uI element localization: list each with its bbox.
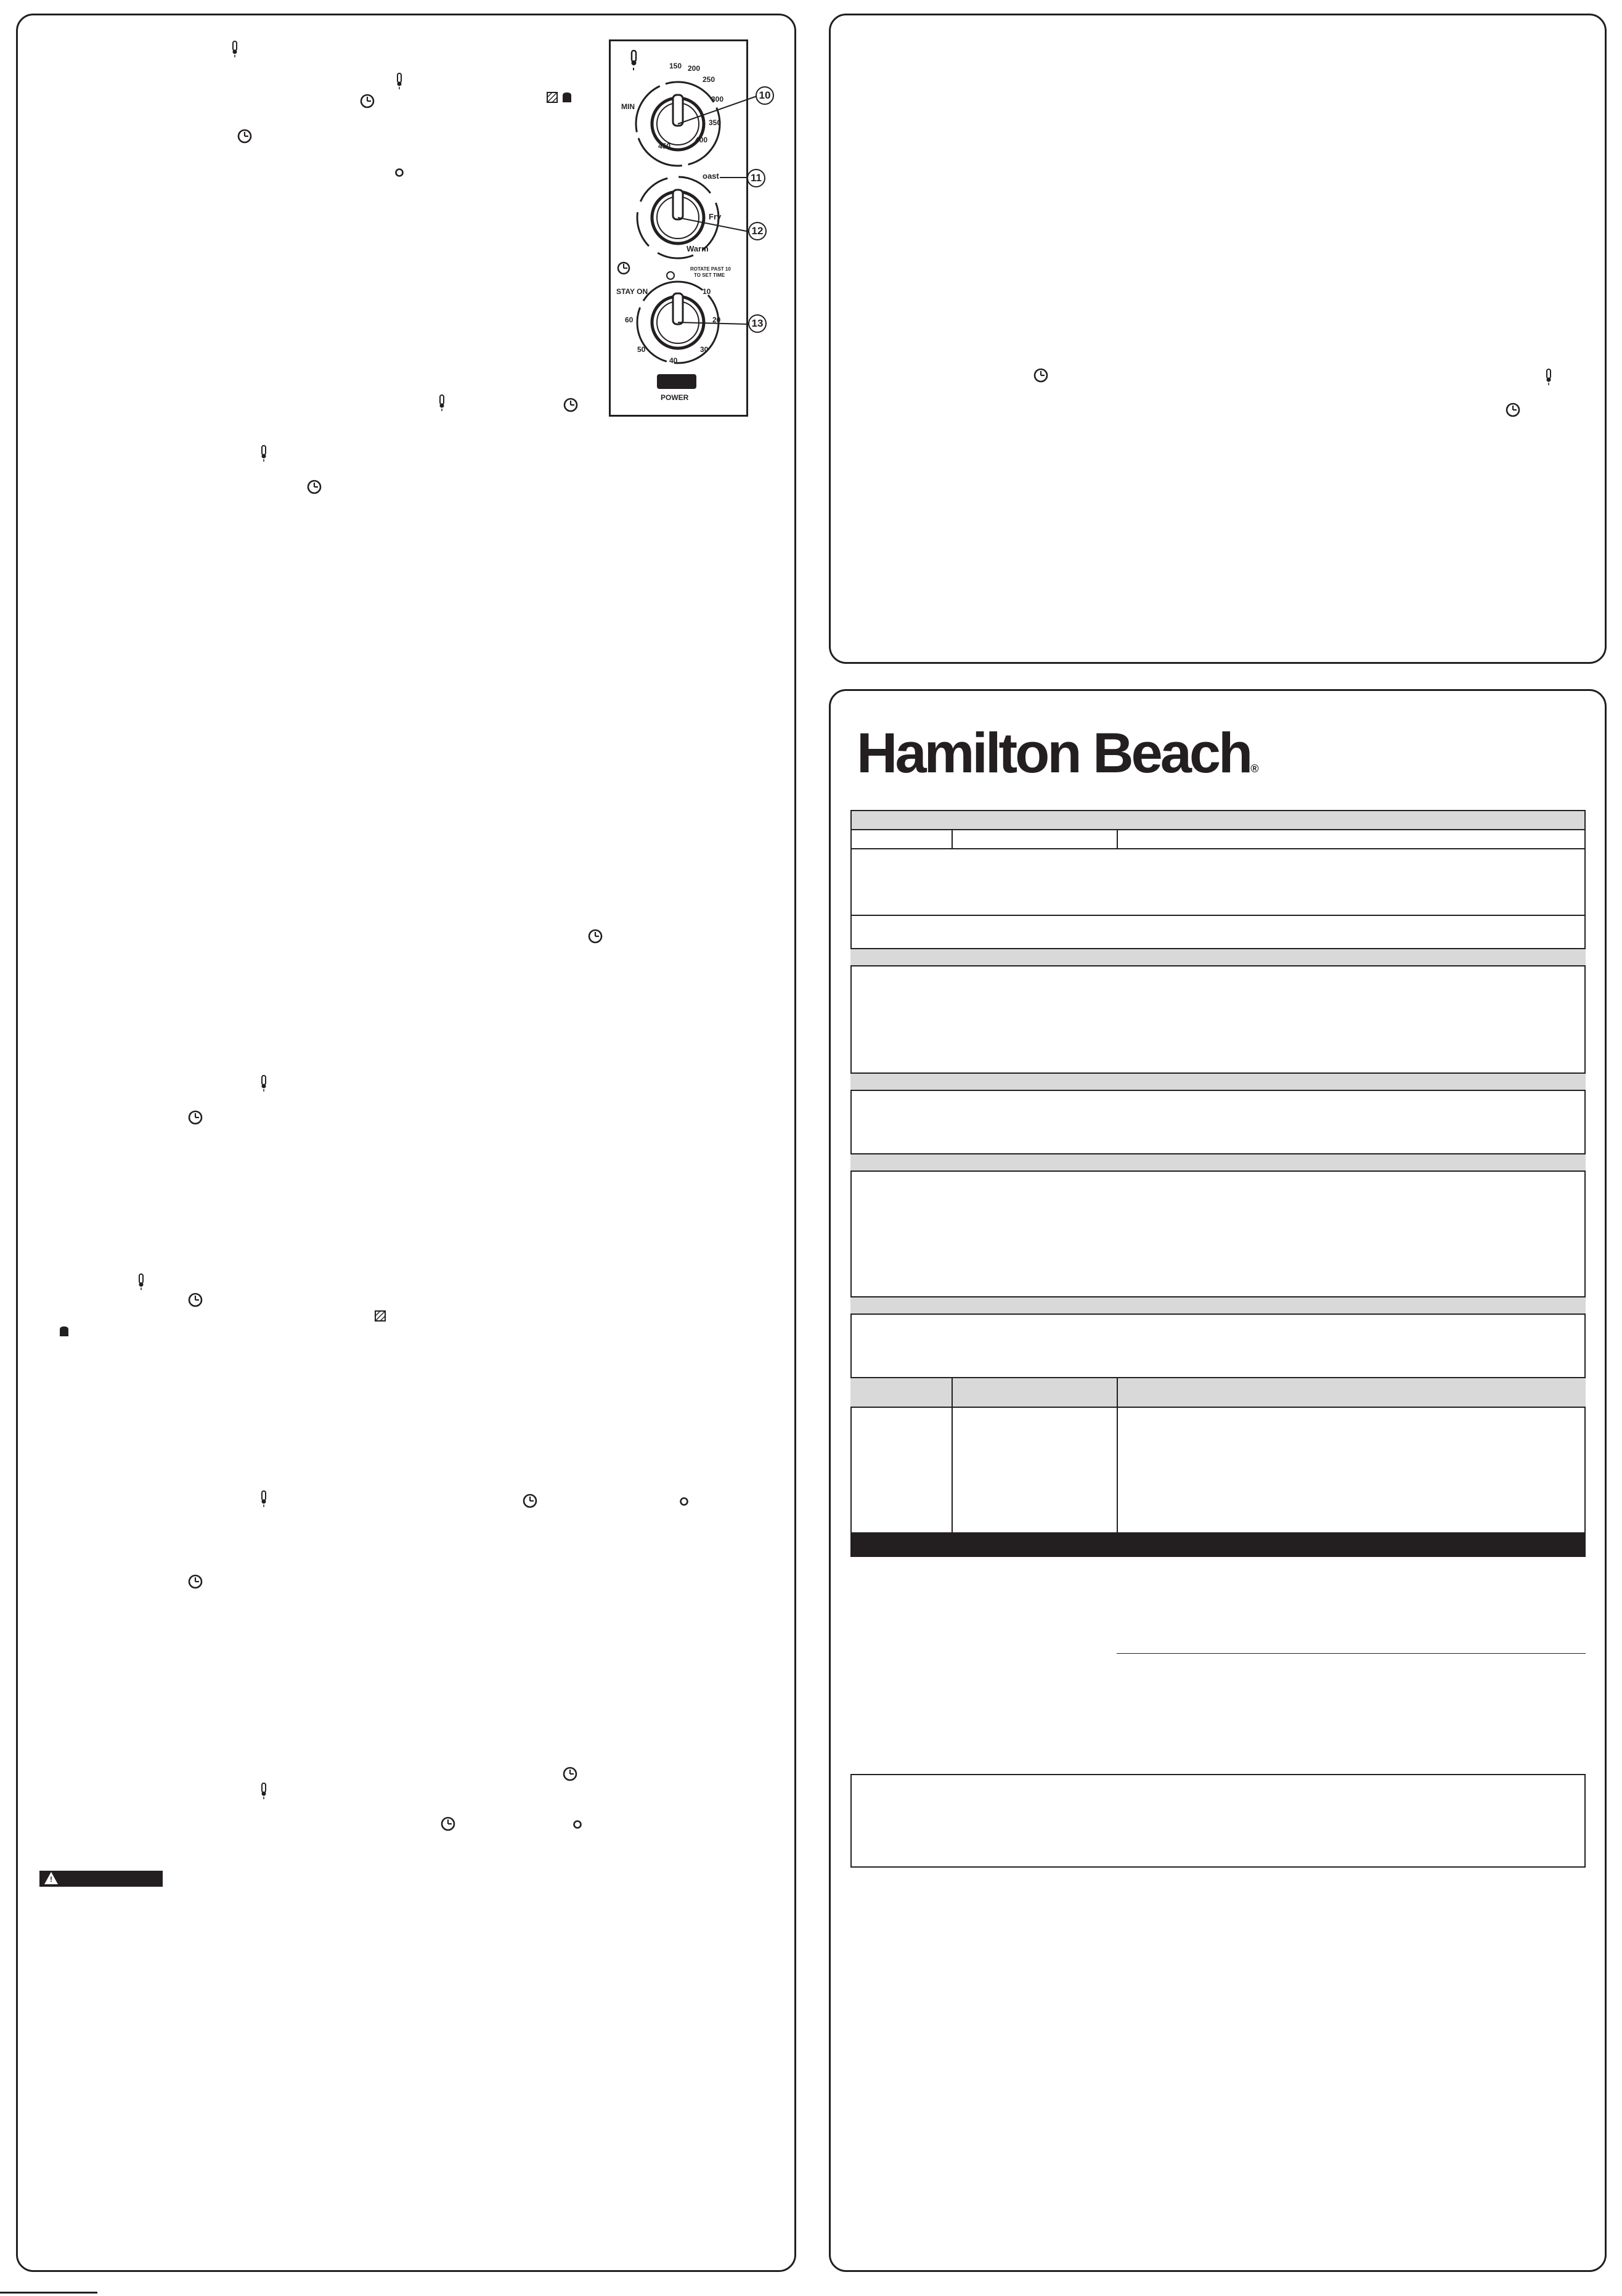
off-circle-icon [573, 1820, 582, 1829]
table-column-divider [1117, 1377, 1118, 1534]
bake-icon [546, 91, 558, 104]
dial3-rotate-label-2: TO SET TIME [694, 272, 725, 278]
callout-13: 13 [748, 314, 767, 333]
dial1-temp-450: 450 [658, 142, 671, 150]
dial3-min-60: 60 [625, 316, 634, 324]
thermometer-icon [438, 394, 446, 412]
table-column-divider [1584, 810, 1586, 1557]
timer-icon [359, 93, 375, 109]
table-section-band [850, 1377, 1586, 1408]
off-circle-icon [394, 168, 404, 178]
off-circle-icon [679, 1497, 689, 1506]
table-section-band [850, 1296, 1586, 1315]
timer-icon [1505, 402, 1521, 418]
thermometer-icon [632, 51, 637, 70]
dial1-min-label: MIN [621, 102, 635, 111]
table-section-band [850, 948, 1586, 966]
power-button[interactable] [657, 374, 696, 389]
signature-line [1117, 1653, 1586, 1654]
table-column-divider [1117, 829, 1118, 848]
hamilton-beach-logo: Hamilton Beach® [857, 722, 1259, 785]
table-section-band [850, 1072, 1586, 1091]
thermometer-icon [259, 1783, 268, 1800]
dial2-label-oast: oast [703, 171, 719, 181]
dial1-temp-300: 300 [711, 95, 724, 104]
dial3-min-40: 40 [669, 356, 678, 365]
toast-icon [58, 1325, 70, 1338]
table-line [850, 848, 1586, 849]
callout-12: 12 [748, 222, 767, 240]
callout-10: 10 [756, 86, 774, 105]
dial3-stay-on-label: STAY ON [616, 287, 648, 296]
table-column-divider [952, 829, 953, 848]
dial3-rotate-label-1: ROTATE PAST 10 [690, 266, 731, 272]
warning-label [39, 1871, 163, 1887]
timer-icon [237, 128, 253, 144]
thermometer-icon [259, 445, 268, 462]
dial3-min-10: 10 [703, 287, 711, 296]
table-line [850, 829, 1586, 830]
callout-11: 11 [747, 169, 765, 187]
footer-rule [0, 2292, 97, 2294]
dial1-temp-200: 200 [688, 64, 701, 73]
dial2-label-warm: Warm [687, 244, 709, 253]
table-footer-band [850, 1532, 1586, 1557]
table-column-divider [952, 1377, 953, 1534]
dial1-temp-250: 250 [703, 75, 715, 84]
dial3-min-30: 30 [700, 345, 709, 354]
toast-icon [561, 91, 573, 104]
thermometer-icon [1544, 369, 1553, 386]
warning-icon: ! [50, 1875, 52, 1884]
right-bottom-panel [829, 689, 1607, 2272]
timer-icon [187, 1574, 203, 1590]
right-top-panel [829, 14, 1607, 664]
timer-icon [306, 479, 322, 495]
timer-icon [187, 1292, 203, 1308]
bake-icon [374, 1310, 386, 1322]
timer-icon [187, 1109, 203, 1126]
timer-icon [563, 397, 579, 413]
temperature-dial[interactable] [636, 82, 757, 166]
thermometer-icon [259, 1075, 268, 1092]
dial3-min-50: 50 [637, 345, 646, 354]
thermometer-icon [137, 1273, 145, 1291]
table-header-band [850, 810, 1586, 830]
timer-icon [522, 1493, 538, 1509]
table-section-band [850, 1153, 1586, 1172]
notice-box [850, 1774, 1586, 1868]
dial1-temp-400: 400 [695, 136, 708, 144]
table-column-divider [850, 810, 852, 1557]
thermometer-icon [395, 73, 404, 90]
timer-icon [440, 1816, 456, 1832]
dial1-temp-350: 350 [709, 118, 722, 127]
dial2-label-fry: Fry [709, 212, 722, 221]
timer-icon [587, 928, 603, 944]
timer-icon [562, 1766, 578, 1782]
dial3-min-20: 20 [712, 316, 721, 324]
power-label: POWER [661, 393, 689, 402]
table-line [850, 915, 1586, 916]
timer-icon [1033, 367, 1049, 383]
timer-icon [618, 263, 629, 274]
dial1-temp-150: 150 [669, 62, 682, 70]
thermometer-icon [230, 41, 239, 58]
thermometer-icon [259, 1490, 268, 1508]
